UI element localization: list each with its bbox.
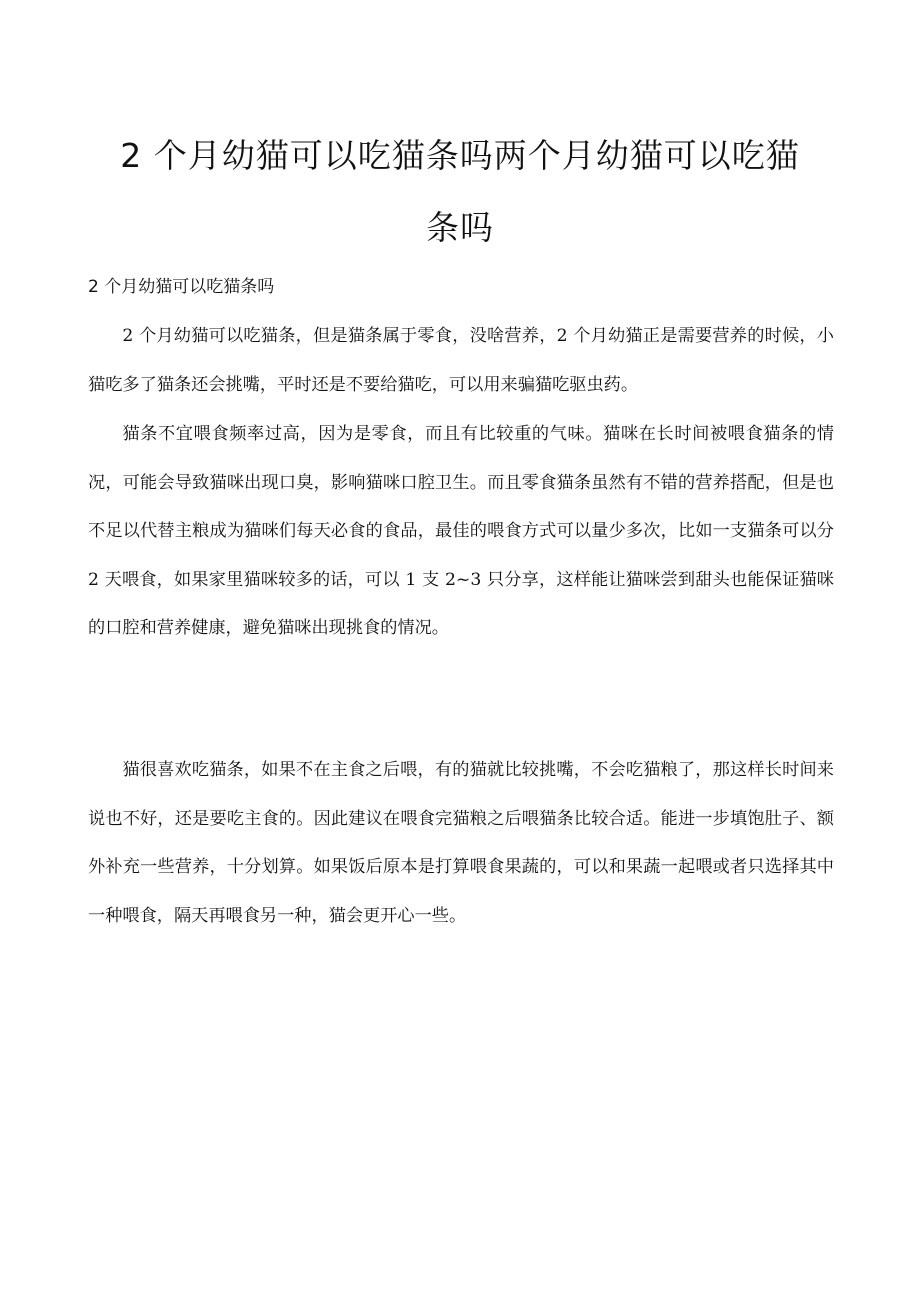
document-title-line2: 条吗	[426, 208, 494, 247]
paragraph-3: 猫很喜欢吃猫条，如果不在主食之后喂，有的猫就比较挑嘴，不会吃猫粮了，那这样长时间来说也不好，还是要吃主食的。因此建议在喂食完猫粮之后喂猫条比较合适。能进一步填饱肚子、额外补充一些营养，十分划算。如果饭后原本是打算喂食果蔬的，可以和果蔬一起喂或者只选择其中一种喂食，隔天再喂食另一种，猫会更开心一些。	[88, 760, 834, 926]
paragraph-2: 猫条不宜喂食频率过高，因为是零食，而且有比较重的气味。猫咪在长时间被喂食猫条的情况，可能会导致猫咪出现口臭，影响猫咪口腔卫生。而且零食猫条虽然有不错的营养搭配，但是也不足以代替主粮成为猫咪们每天必食的食品，最佳的喂食方式可以量少多次，比如一支猫条可以分 2 天喂食，如果家里猫咪较多的话，可以 1 支 2~3 只分享，这样能让猫咪尝到甜头也能保证猫咪的口腔和营养健康，避免猫咪出现挑食的情况。	[88, 424, 834, 638]
section-heading: 2 个月幼猫可以吃猫条吗	[88, 277, 275, 297]
document-title-line1: 2 个月幼猫可以吃猫条吗两个月幼猫可以吃猫	[120, 136, 800, 175]
paragraph-1: 2 个月幼猫可以吃猫条，但是猫条属于零食，没啥营养，2 个月幼猫正是需要营养的时候，小猫吃多了猫条还会挑嘴，平时还是不要给猫吃，可以用来骗猫吃驱虫药。	[88, 326, 834, 395]
